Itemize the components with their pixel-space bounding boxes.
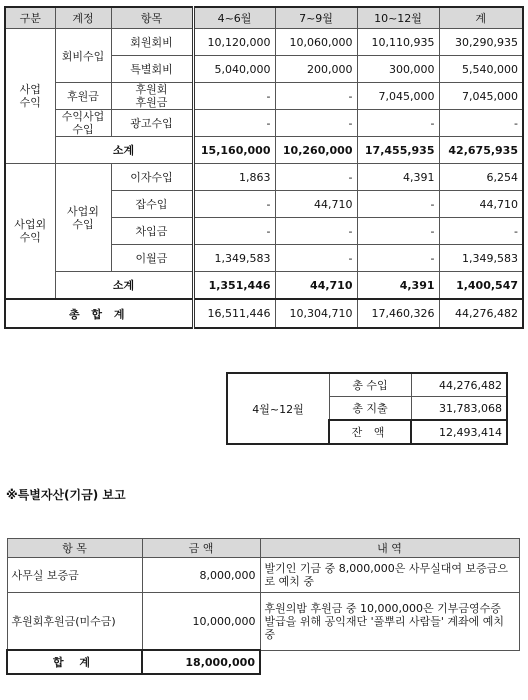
header-account: 계정 (55, 7, 111, 29)
q3-value: - (275, 110, 357, 137)
table-row (7, 558, 519, 593)
header-q3: 7~9월 (275, 7, 357, 29)
item-label: 차입금 (111, 218, 193, 245)
q2-value: - (193, 218, 275, 245)
q3-value: - (275, 245, 357, 272)
special-assets-title: ※특별자산(기금) 보고 (6, 488, 126, 502)
q4-value: - (357, 191, 439, 218)
table-row (7, 593, 519, 651)
summary-period: 4월~12월 (227, 373, 329, 444)
item-label: 광고수입 (111, 110, 193, 137)
q2-value: 5,040,000 (193, 56, 275, 83)
item-label: 회원회비 (111, 29, 193, 56)
q3-value: 10,060,000 (275, 29, 357, 56)
item-label: 잡수입 (111, 191, 193, 218)
special-header-row (7, 539, 519, 558)
header-q4: 10~12월 (357, 7, 439, 29)
q2-value: 10,120,000 (193, 29, 275, 56)
income-header-row (5, 7, 523, 29)
header-amount: 금 액 (142, 539, 260, 558)
amount-value: 8,000,000 (142, 558, 260, 593)
total-value: 30,290,935 (439, 29, 523, 56)
q2-value: 16,511,446 (193, 299, 275, 328)
header-item: 항 목 (7, 539, 142, 558)
summary-value: 31,783,068 (411, 397, 507, 421)
q4-value: 7,045,000 (357, 83, 439, 110)
header-item: 항목 (111, 7, 193, 29)
sponsor-account: 후원금 (55, 83, 111, 110)
table-row (5, 164, 523, 191)
q3-value: - (275, 83, 357, 110)
total-value: 42,675,935 (439, 137, 523, 164)
subtotal-label: 소계 (55, 272, 193, 300)
q3-value: - (275, 164, 357, 191)
item-label: 이월금 (111, 245, 193, 272)
total-value: 5,540,000 (439, 56, 523, 83)
q4-value: - (357, 245, 439, 272)
header-category: 구분 (5, 7, 55, 29)
q4-value: 17,455,935 (357, 137, 439, 164)
total-value: 44,276,482 (439, 299, 523, 328)
summary-label: 총 수입 (329, 373, 411, 397)
item-label: 후원회후원금(미수금) (7, 593, 142, 651)
table-row (5, 110, 523, 137)
q4-value: - (357, 110, 439, 137)
special-assets-table (6, 538, 520, 675)
summary-value: 12,493,414 (411, 420, 507, 444)
total-label: 합 계 (7, 650, 142, 674)
total-value: 7,045,000 (439, 83, 523, 110)
header-detail: 내 역 (260, 539, 519, 558)
item-label: 특별회비 (111, 56, 193, 83)
summary-row (227, 373, 507, 397)
summary-value: 44,276,482 (411, 373, 507, 397)
grand-total-label: 총 합 계 (5, 299, 193, 328)
q4-value: 17,460,326 (357, 299, 439, 328)
q2-value: 1,349,583 (193, 245, 275, 272)
total-value: - (439, 218, 523, 245)
item-label: 후원회 후원금 (111, 83, 193, 110)
nonbiz-income-label: 사업외 수익 (5, 164, 55, 300)
subtotal-row (5, 272, 523, 300)
total-empty-cell (260, 650, 519, 674)
detail-text: 후원의밤 후원금 중 10,000,000은 기부금영수증 발급을 위해 공익재단 '풀뿌리 사람들' 계좌에 예치 중 (260, 593, 519, 651)
detail-text: 발기인 기금 중 8,000,000은 사무실대여 보증금으로 예치 중 (260, 558, 519, 593)
q3-value: - (275, 218, 357, 245)
total-value: 6,254 (439, 164, 523, 191)
summary-label: 잔 액 (329, 420, 411, 444)
q2-value: - (193, 83, 275, 110)
amount-value: 10,000,000 (142, 593, 260, 651)
income-table (4, 6, 524, 329)
total-row (7, 650, 519, 674)
total-value: 1,349,583 (439, 245, 523, 272)
header-q2: 4~6월 (193, 7, 275, 29)
subtotal-label: 소계 (55, 137, 193, 164)
q4-value: 4,391 (357, 272, 439, 300)
q4-value: 4,391 (357, 164, 439, 191)
q2-value: 1,351,446 (193, 272, 275, 300)
q2-value: - (193, 110, 275, 137)
table-row (5, 29, 523, 56)
q4-value: 10,110,935 (357, 29, 439, 56)
membership-account: 회비수입 (55, 29, 111, 83)
q3-value: 200,000 (275, 56, 357, 83)
summary-table (226, 372, 508, 445)
q2-value: 1,863 (193, 164, 275, 191)
total-value: 1,400,547 (439, 272, 523, 300)
summary-label: 총 지출 (329, 397, 411, 421)
q4-value: 300,000 (357, 56, 439, 83)
grand-total-row (5, 299, 523, 328)
q3-value: 10,304,710 (275, 299, 357, 328)
q4-value: - (357, 218, 439, 245)
biz-income-label: 사업 수익 (5, 29, 55, 164)
q3-value: 44,710 (275, 272, 357, 300)
total-amount: 18,000,000 (142, 650, 260, 674)
q2-value: 15,160,000 (193, 137, 275, 164)
nonbiz-account: 사업외 수입 (55, 164, 111, 272)
item-label: 사무실 보증금 (7, 558, 142, 593)
subtotal-row (5, 137, 523, 164)
q3-value: 10,260,000 (275, 137, 357, 164)
total-value: - (439, 110, 523, 137)
total-value: 44,710 (439, 191, 523, 218)
table-row (5, 83, 523, 110)
q2-value: - (193, 191, 275, 218)
q3-value: 44,710 (275, 191, 357, 218)
item-label: 이자수입 (111, 164, 193, 191)
header-total: 계 (439, 7, 523, 29)
revenue-business-account: 수익사업 수입 (55, 110, 111, 137)
